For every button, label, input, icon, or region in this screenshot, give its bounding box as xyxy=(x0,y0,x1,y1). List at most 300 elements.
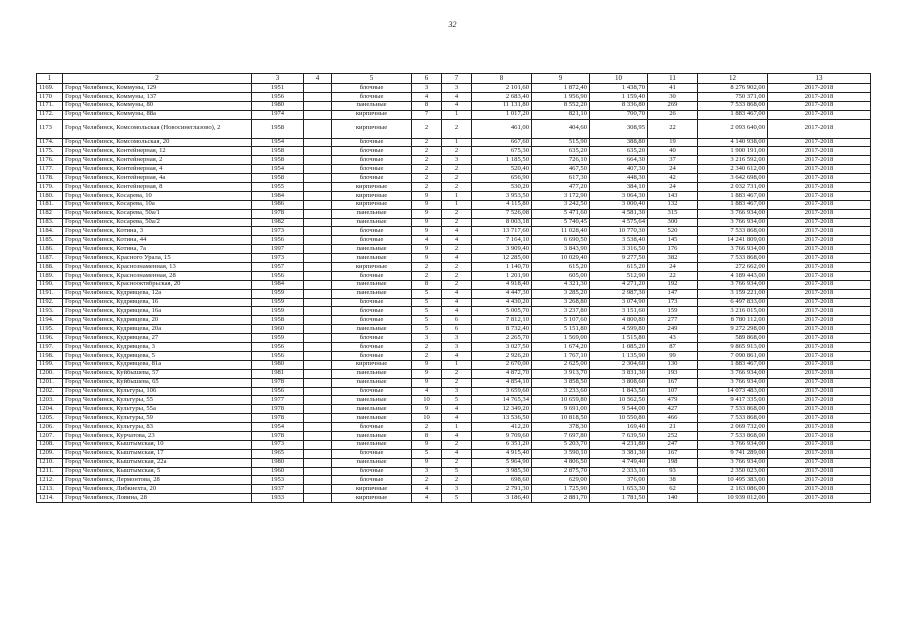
cell-cost: 1 900 191,00 xyxy=(698,147,768,156)
cell-cost: 4 189 443,00 xyxy=(698,271,768,280)
cell-residents: 520 xyxy=(648,227,698,236)
cell-total-area: 675,30 xyxy=(472,147,532,156)
cell-residents: 140 xyxy=(648,494,698,503)
cell-col-4 xyxy=(304,227,332,236)
cell-wall-material: панельные xyxy=(332,254,412,263)
cell-repair-period: 2017-2018 xyxy=(768,316,871,325)
cell-entrances: 2 xyxy=(442,119,472,138)
cell-entrances: 2 xyxy=(442,378,472,387)
cell-residential-area: 1 159,40 xyxy=(590,92,648,101)
header-cell-repair-period: 13 xyxy=(768,74,871,84)
cell-row-number: 1179. xyxy=(37,183,63,192)
cell-floors: 10 xyxy=(412,396,442,405)
cell-wall-material: кирпичные xyxy=(332,494,412,503)
cell-cost: 4 140 938,00 xyxy=(698,138,768,147)
cell-residential-area: 10 562,50 xyxy=(590,396,648,405)
cell-entrances: 3 xyxy=(442,334,472,343)
cell-row-number: 1193. xyxy=(37,307,63,316)
cell-residential-area: 3 000,40 xyxy=(590,200,648,209)
cell-address: Город Челябинск, Культуры, 55 xyxy=(63,396,252,405)
cell-repair-period: 2017-2018 xyxy=(768,396,871,405)
cell-repair-period: 2017-2018 xyxy=(768,414,871,423)
cell-col-4 xyxy=(304,343,332,352)
cell-wall-material: блочные xyxy=(332,174,412,183)
table-row xyxy=(37,156,871,165)
cell-floors: 5 xyxy=(412,449,442,458)
cell-total-area: 461,00 xyxy=(472,119,532,138)
cell-cost: 3 216 592,00 xyxy=(698,156,768,165)
cell-residents: 198 xyxy=(648,458,698,467)
cell-cost: 1 883 467,00 xyxy=(698,360,768,369)
cell-total-area: 1 140,70 xyxy=(472,263,532,272)
cell-living-area: 1 956,90 xyxy=(532,92,590,101)
cell-living-area: 11 028,40 xyxy=(532,227,590,236)
cell-wall-material: блочные xyxy=(332,351,412,360)
cell-year-built: 1937 xyxy=(252,485,304,494)
cell-repair-period: 2017-2018 xyxy=(768,200,871,209)
cell-living-area: 515,90 xyxy=(532,138,590,147)
cell-row-number: 1173 xyxy=(37,119,63,138)
cell-wall-material: блочные xyxy=(332,298,412,307)
cell-entrances: 2 xyxy=(442,174,472,183)
cell-entrances: 4 xyxy=(442,307,472,316)
table-row xyxy=(37,387,871,396)
cell-cost: 2 163 086,00 xyxy=(698,485,768,494)
cell-year-built: 1986 xyxy=(252,200,304,209)
cell-row-number: 1213. xyxy=(37,485,63,494)
cell-residents: 42 xyxy=(648,174,698,183)
cell-residential-area: 9 544,00 xyxy=(590,405,648,414)
table-row xyxy=(37,245,871,254)
cell-wall-material: панельные xyxy=(332,458,412,467)
cell-entrances: 4 xyxy=(442,227,472,236)
cell-residents: 252 xyxy=(648,431,698,440)
cell-row-number: 1177. xyxy=(37,165,63,174)
cell-wall-material: блочные xyxy=(332,84,412,93)
cell-entrances: 4 xyxy=(442,449,472,458)
cell-cost: 7 533 868,00 xyxy=(698,101,768,110)
cell-col-4 xyxy=(304,494,332,503)
cell-total-area: 2 670,00 xyxy=(472,360,532,369)
cell-residents: 24 xyxy=(648,183,698,192)
cell-year-built: 1953 xyxy=(252,476,304,485)
cell-entrances: 4 xyxy=(442,431,472,440)
cell-wall-material: блочные xyxy=(332,343,412,352)
cell-floors: 9 xyxy=(412,360,442,369)
cell-entrances: 4 xyxy=(442,405,472,414)
cell-year-built: 1959 xyxy=(252,298,304,307)
cell-residential-area: 1 515,80 xyxy=(590,334,648,343)
cell-residents: 132 xyxy=(648,200,698,209)
cell-col-4 xyxy=(304,165,332,174)
cell-floors: 5 xyxy=(412,307,442,316)
cell-repair-period: 2017-2018 xyxy=(768,119,871,138)
table-row xyxy=(37,191,871,200)
cell-total-area: 8 003,18 xyxy=(472,218,532,227)
header-cell-cost: 12 xyxy=(698,74,768,84)
cell-floors: 2 xyxy=(412,165,442,174)
cell-floors: 9 xyxy=(412,378,442,387)
cell-address: Город Челябинск, Курчатова, 23 xyxy=(63,431,252,440)
cell-residents: 21 xyxy=(648,423,698,432)
cell-year-built: 1978 xyxy=(252,405,304,414)
cell-row-number: 1176. xyxy=(37,156,63,165)
cell-residential-area: 9 277,50 xyxy=(590,254,648,263)
cell-residents: 427 xyxy=(648,405,698,414)
cell-floors: 9 xyxy=(412,405,442,414)
cell-address: Город Челябинск, Кудрявцева, 3 xyxy=(63,343,252,352)
cell-cost: 9 865 913,00 xyxy=(698,343,768,352)
cell-total-area: 1 185,50 xyxy=(472,156,532,165)
cell-year-built: 1978 xyxy=(252,431,304,440)
cell-row-number: 1210. xyxy=(37,458,63,467)
cell-repair-period: 2017-2018 xyxy=(768,110,871,119)
table-row xyxy=(37,378,871,387)
cell-residential-area: 3 381,30 xyxy=(590,449,648,458)
cell-wall-material: блочные xyxy=(332,236,412,245)
cell-col-4 xyxy=(304,458,332,467)
cell-col-4 xyxy=(304,325,332,334)
cell-cost: 14 073 483,00 xyxy=(698,387,768,396)
cell-floors: 3 xyxy=(412,467,442,476)
cell-residential-area: 2 987,30 xyxy=(590,289,648,298)
cell-cost: 1 883 467,00 xyxy=(698,200,768,209)
cell-residents: 167 xyxy=(648,378,698,387)
cell-repair-period: 2017-2018 xyxy=(768,449,871,458)
header-cell-entrances: 7 xyxy=(442,74,472,84)
cell-row-number: 1200. xyxy=(37,369,63,378)
cell-floors: 2 xyxy=(412,119,442,138)
cell-repair-period: 2017-2018 xyxy=(768,147,871,156)
cell-col-4 xyxy=(304,396,332,405)
cell-floors: 9 xyxy=(412,440,442,449)
cell-wall-material: панельные xyxy=(332,280,412,289)
cell-floors: 3 xyxy=(412,84,442,93)
cell-floors: 3 xyxy=(412,334,442,343)
cell-repair-period: 2017-2018 xyxy=(768,218,871,227)
cell-col-4 xyxy=(304,334,332,343)
cell-address: Город Челябинск, Куйбышева, 57 xyxy=(63,369,252,378)
cell-wall-material: кирпичные xyxy=(332,119,412,138)
cell-floors: 4 xyxy=(412,494,442,503)
cell-residential-area: 308,95 xyxy=(590,119,648,138)
cell-address: Город Челябинск, Кудрявцева, 20 xyxy=(63,316,252,325)
cell-year-built: 1956 xyxy=(252,351,304,360)
cell-year-built: 1978 xyxy=(252,414,304,423)
cell-cost: 2 032 731,00 xyxy=(698,183,768,192)
cell-col-4 xyxy=(304,119,332,138)
table-row xyxy=(37,360,871,369)
cell-residents: 269 xyxy=(648,101,698,110)
cell-address: Город Челябинск, Котина, 44 xyxy=(63,236,252,245)
header-cell-row-number: 1 xyxy=(37,74,63,84)
cell-total-area: 4 430,20 xyxy=(472,298,532,307)
cell-row-number: 1198. xyxy=(37,351,63,360)
header-cell-year-built: 3 xyxy=(252,74,304,84)
cell-year-built: 1965 xyxy=(252,449,304,458)
cell-floors: 9 xyxy=(412,218,442,227)
cell-floors: 9 xyxy=(412,191,442,200)
table-row xyxy=(37,405,871,414)
cell-residential-area: 615,20 xyxy=(590,263,648,272)
cell-total-area: 12 285,00 xyxy=(472,254,532,263)
cell-cost: 3 766 934,00 xyxy=(698,280,768,289)
cell-row-number: 1169. xyxy=(37,84,63,93)
header-cell-floors: 6 xyxy=(412,74,442,84)
table-row xyxy=(37,449,871,458)
cell-floors: 5 xyxy=(412,325,442,334)
cell-entrances: 4 xyxy=(442,92,472,101)
cell-cost: 6 497 833,00 xyxy=(698,298,768,307)
table-row xyxy=(37,227,871,236)
cell-total-area: 8 732,40 xyxy=(472,325,532,334)
cell-repair-period: 2017-2018 xyxy=(768,467,871,476)
cell-residential-area: 3 064,30 xyxy=(590,191,648,200)
cell-wall-material: панельные xyxy=(332,414,412,423)
cell-col-4 xyxy=(304,156,332,165)
cell-repair-period: 2017-2018 xyxy=(768,92,871,101)
cell-address: Город Челябинск, Комсомольская (Новосинеглазово), 2 xyxy=(63,119,252,138)
cell-wall-material: блочные xyxy=(332,423,412,432)
cell-wall-material: кирпичные xyxy=(332,110,412,119)
cell-col-4 xyxy=(304,147,332,156)
cell-col-4 xyxy=(304,209,332,218)
cell-cost: 3 766 934,00 xyxy=(698,369,768,378)
cell-wall-material: панельные xyxy=(332,440,412,449)
cell-cost: 8 276 902,00 xyxy=(698,84,768,93)
cell-entrances: 2 xyxy=(442,147,472,156)
cell-living-area: 7 697,80 xyxy=(532,431,590,440)
cell-entrances: 2 xyxy=(442,263,472,272)
cell-address: Город Челябинск, Краснознаменная, 13 xyxy=(63,263,252,272)
cell-entrances: 2 xyxy=(442,458,472,467)
cell-wall-material: панельные xyxy=(332,289,412,298)
cell-repair-period: 2017-2018 xyxy=(768,431,871,440)
cell-wall-material: панельные xyxy=(332,378,412,387)
cell-total-area: 4 872,70 xyxy=(472,369,532,378)
cell-year-built: 1960 xyxy=(252,467,304,476)
cell-repair-period: 2017-2018 xyxy=(768,183,871,192)
cell-entrances: 5 xyxy=(442,467,472,476)
cell-residents: 41 xyxy=(648,84,698,93)
cell-cost: 3 766 934,00 xyxy=(698,440,768,449)
cell-entrances: 3 xyxy=(442,84,472,93)
cell-residential-area: 384,10 xyxy=(590,183,648,192)
cell-wall-material: блочные xyxy=(332,467,412,476)
cell-total-area: 656,90 xyxy=(472,174,532,183)
cell-living-area: 617,30 xyxy=(532,174,590,183)
header-cell-residential-area: 10 xyxy=(590,74,648,84)
cell-entrances: 3 xyxy=(442,485,472,494)
cell-total-area: 4 115,80 xyxy=(472,200,532,209)
cell-total-area: 5 005,70 xyxy=(472,307,532,316)
cell-floors: 2 xyxy=(412,476,442,485)
cell-col-4 xyxy=(304,423,332,432)
cell-floors: 2 xyxy=(412,147,442,156)
cell-floors: 4 xyxy=(412,485,442,494)
cell-year-built: 1958 xyxy=(252,316,304,325)
cell-col-4 xyxy=(304,110,332,119)
cell-cost: 9 417 335,00 xyxy=(698,396,768,405)
cell-row-number: 1188. xyxy=(37,263,63,272)
cell-residential-area: 376,00 xyxy=(590,476,648,485)
table-row xyxy=(37,440,871,449)
cell-row-number: 1175. xyxy=(37,147,63,156)
table-row xyxy=(37,396,871,405)
cell-residents: 315 xyxy=(648,209,698,218)
cell-address: Город Челябинск, Кыштымская, 22а xyxy=(63,458,252,467)
table-row xyxy=(37,298,871,307)
cell-wall-material: панельные xyxy=(332,101,412,110)
cell-address: Город Челябинск, Краснознаменная, 28 xyxy=(63,271,252,280)
cell-year-built: 1960 xyxy=(252,325,304,334)
cell-entrances: 4 xyxy=(442,298,472,307)
cell-col-4 xyxy=(304,92,332,101)
cell-wall-material: панельные xyxy=(332,405,412,414)
cell-cost: 2 340 612,00 xyxy=(698,165,768,174)
table-row xyxy=(37,431,871,440)
cell-living-area: 629,00 xyxy=(532,476,590,485)
cell-residential-area: 3 316,50 xyxy=(590,245,648,254)
cell-year-built: 1980 xyxy=(252,360,304,369)
cell-row-number: 1205. xyxy=(37,414,63,423)
cell-col-4 xyxy=(304,289,332,298)
cell-living-area: 615,20 xyxy=(532,263,590,272)
cell-floors: 9 xyxy=(412,458,442,467)
table-row xyxy=(37,165,871,174)
cell-col-4 xyxy=(304,245,332,254)
cell-total-area: 2 265,70 xyxy=(472,334,532,343)
cell-residents: 22 xyxy=(648,119,698,138)
cell-floors: 8 xyxy=(412,431,442,440)
cell-wall-material: кирпичные xyxy=(332,360,412,369)
cell-row-number: 1192. xyxy=(37,298,63,307)
cell-entrances: 4 xyxy=(442,236,472,245)
cell-year-built: 1973 xyxy=(252,227,304,236)
cell-year-built: 1956 xyxy=(252,387,304,396)
cell-address: Город Челябинск, Культуры, 106 xyxy=(63,387,252,396)
cell-repair-period: 2017-2018 xyxy=(768,245,871,254)
cell-residents: 87 xyxy=(648,343,698,352)
cell-year-built: 1973 xyxy=(252,440,304,449)
cell-col-4 xyxy=(304,431,332,440)
cell-residential-area: 1 085,20 xyxy=(590,343,648,352)
cell-residents: 22 xyxy=(648,271,698,280)
cell-col-4 xyxy=(304,440,332,449)
cell-col-4 xyxy=(304,200,332,209)
cell-residents: 40 xyxy=(648,147,698,156)
cell-col-4 xyxy=(304,271,332,280)
cell-row-number: 1204. xyxy=(37,405,63,414)
cell-entrances: 1 xyxy=(442,110,472,119)
cell-cost: 3 766 934,00 xyxy=(698,209,768,218)
cell-repair-period: 2017-2018 xyxy=(768,485,871,494)
cell-living-area: 1 872,40 xyxy=(532,84,590,93)
cell-cost: 10 495 383,00 xyxy=(698,476,768,485)
cell-residential-area: 4 800,80 xyxy=(590,316,648,325)
cell-cost: 272 662,00 xyxy=(698,263,768,272)
cell-row-number: 1170 xyxy=(37,92,63,101)
cell-year-built: 1956 xyxy=(252,343,304,352)
table-row xyxy=(37,174,871,183)
cell-cost: 3 766 934,00 xyxy=(698,218,768,227)
cell-total-area: 1 017,20 xyxy=(472,110,532,119)
cell-col-4 xyxy=(304,307,332,316)
cell-col-4 xyxy=(304,236,332,245)
cell-address: Город Челябинск, Ловина, 28 xyxy=(63,494,252,503)
cell-living-area: 9 691,00 xyxy=(532,405,590,414)
cell-living-area: 2 875,70 xyxy=(532,467,590,476)
cell-residents: 62 xyxy=(648,485,698,494)
table-row xyxy=(37,218,871,227)
cell-total-area: 4 918,40 xyxy=(472,280,532,289)
cell-floors: 2 xyxy=(412,183,442,192)
cell-residents: 19 xyxy=(648,138,698,147)
cell-address: Город Челябинск, Кудрявцева, 20а xyxy=(63,325,252,334)
cell-living-area: 3 237,80 xyxy=(532,307,590,316)
cell-wall-material: блочные xyxy=(332,387,412,396)
cell-wall-material: блочные xyxy=(332,92,412,101)
cell-address: Город Челябинск, Контейнерная, 8 xyxy=(63,183,252,192)
cell-living-area: 10 659,80 xyxy=(532,396,590,405)
table-row xyxy=(37,200,871,209)
cell-year-built: 1982 xyxy=(252,218,304,227)
cell-floors: 10 xyxy=(412,414,442,423)
cell-col-4 xyxy=(304,467,332,476)
cell-floors: 2 xyxy=(412,174,442,183)
cell-floors: 9 xyxy=(412,254,442,263)
table-row xyxy=(37,316,871,325)
cell-floors: 8 xyxy=(412,280,442,289)
cell-total-area: 698,60 xyxy=(472,476,532,485)
cell-row-number: 1196. xyxy=(37,334,63,343)
cell-residential-area: 3 831,30 xyxy=(590,369,648,378)
cell-residential-area: 407,30 xyxy=(590,165,648,174)
cell-living-area: 5 471,60 xyxy=(532,209,590,218)
cell-entrances: 2 xyxy=(442,165,472,174)
cell-repair-period: 2017-2018 xyxy=(768,227,871,236)
cell-residents: 382 xyxy=(648,254,698,263)
cell-cost: 1 883 467,00 xyxy=(698,191,768,200)
cell-total-area: 9 709,60 xyxy=(472,431,532,440)
cell-residential-area: 1 438,70 xyxy=(590,84,648,93)
header-cell-address: 2 xyxy=(63,74,252,84)
cell-floors: 5 xyxy=(412,316,442,325)
cell-col-4 xyxy=(304,351,332,360)
cell-cost: 7 533 868,00 xyxy=(698,414,768,423)
cell-wall-material: блочные xyxy=(332,271,412,280)
cell-row-number: 1183. xyxy=(37,218,63,227)
cell-residential-area: 8 336,80 xyxy=(590,101,648,110)
cell-year-built: 1954 xyxy=(252,138,304,147)
cell-col-4 xyxy=(304,218,332,227)
cell-living-area: 3 858,50 xyxy=(532,378,590,387)
cell-repair-period: 2017-2018 xyxy=(768,101,871,110)
cell-year-built: 1981 xyxy=(252,369,304,378)
cell-living-area: 3 172,90 xyxy=(532,191,590,200)
table-row xyxy=(37,289,871,298)
cell-living-area: 467,50 xyxy=(532,165,590,174)
cell-address: Город Челябинск, Кудрявцева, 81а xyxy=(63,360,252,369)
cell-cost: 3 766 934,00 xyxy=(698,458,768,467)
cell-floors: 7 xyxy=(412,110,442,119)
cell-address: Город Челябинск, Кыштымская, 5 xyxy=(63,467,252,476)
cell-cost: 3 216 015,00 xyxy=(698,307,768,316)
cell-cost: 9 741 289,00 xyxy=(698,449,768,458)
cell-repair-period: 2017-2018 xyxy=(768,280,871,289)
cell-repair-period: 2017-2018 xyxy=(768,289,871,298)
cell-living-area: 5 740,45 xyxy=(532,218,590,227)
